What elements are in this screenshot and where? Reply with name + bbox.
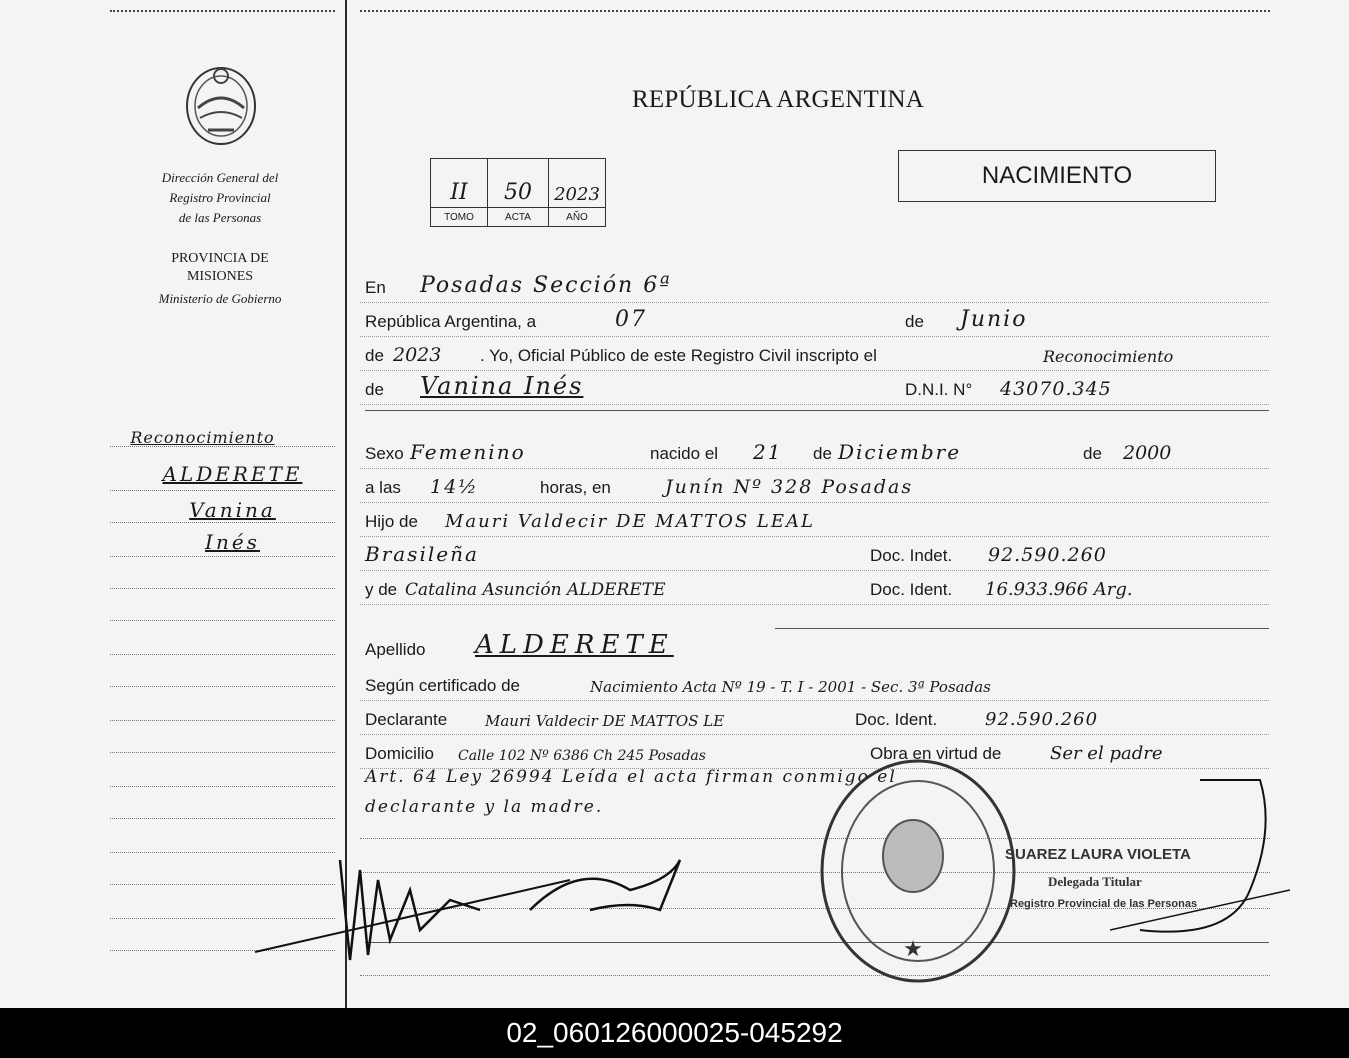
margin-note-first-name: Vanina [189, 498, 276, 522]
record-line-surname [360, 624, 1269, 664]
tomo-label: TOMO [431, 208, 488, 227]
hour-value: 14½ [430, 476, 479, 498]
ministry-label: Ministerio de Gobierno [158, 291, 282, 306]
ledger-reference-table [430, 158, 606, 227]
misiones-coat-of-arms-icon [178, 58, 264, 146]
birth-day-value: 21 [753, 440, 783, 464]
province-line-1: PROVINCIA DE [171, 251, 269, 266]
y-de-label: y de [365, 580, 398, 599]
acta-label: ACTA [488, 208, 549, 227]
legal-basis-text: Art. 64 Ley 26994 Leída el acta firman conmigo el declarante y la madre. [365, 767, 897, 817]
province-line-2: MISIONES [186, 269, 254, 284]
signatory-role: Delegada Titular [1048, 874, 1142, 889]
official-round-stamp [818, 756, 1018, 986]
anio-label: AÑO [549, 208, 606, 227]
doc-label-3: Doc. Ident. [855, 710, 938, 729]
top-dotted-rule-right [360, 10, 1270, 12]
rep-label: República Argentina, a [365, 312, 537, 331]
margin-rule [110, 490, 335, 491]
document-id-code: 02_060126000025-045292 [506, 1017, 843, 1048]
father-doc-value: 92.590.260 [988, 544, 1107, 566]
sexo-label: Sexo [365, 444, 404, 463]
cert-value: Nacimiento Acta Nº 19 - T. I - 2001 - Sec. 3ª Posadas [590, 678, 991, 696]
sexo-value: Femenino [410, 440, 526, 464]
de-label-5: de [1083, 444, 1102, 463]
declarant-doc-value: 92.590.260 [985, 709, 1099, 730]
org-line-3: de las Personas [178, 210, 262, 225]
father-name-value: Mauri Valdecir DE MATTOS LEAL [445, 511, 815, 532]
org-line-2: Registro Provincial [169, 190, 271, 205]
tomo-value: II [431, 159, 488, 208]
margin-rule [110, 720, 335, 721]
margin-note-surname: ALDERETE [162, 462, 303, 486]
declarant-name-value: Mauri Valdecir DE MATTOS LE [485, 712, 725, 730]
margin-rule [110, 686, 335, 687]
act-value: Reconocimiento [1043, 347, 1174, 366]
month-value: Junio [960, 307, 1028, 332]
de-label: de [905, 312, 924, 331]
country-title: REPÚBLICA ARGENTINA [632, 86, 925, 113]
margin-rule [110, 818, 335, 819]
document-type-box: NACIMIENTO [898, 150, 1216, 202]
signatory-office: Registro Provincial de las Personas [1010, 898, 1198, 910]
margin-rule [110, 556, 335, 557]
address-value: Calle 102 Nº 6386 Ch 245 Posadas [458, 748, 706, 764]
de-label-2: de [365, 346, 384, 365]
top-dotted-rule-left [110, 10, 335, 12]
obra-label: Obra en virtud de [870, 744, 1002, 763]
year-value: 2023 [393, 344, 442, 366]
signatory-name: SUAREZ LAURA VIOLETA [1005, 846, 1191, 863]
document-id-bar [0, 1008, 1349, 1058]
dni-value: 43070.345 [1000, 378, 1112, 400]
margin-note-second-name: Inés [205, 530, 260, 554]
day-value: 07 [615, 307, 647, 332]
mother-name-value: Catalina Asunción ALDERETE [405, 580, 666, 600]
en-label: En [365, 278, 386, 297]
domicilio-label: Domicilio [365, 744, 434, 763]
place-value: Posadas Sección 6ª [420, 273, 672, 298]
de-label-4: de [813, 444, 832, 463]
person-name-value: Vanina Inés [420, 372, 584, 400]
margin-rule [110, 620, 335, 621]
birth-year-value: 2000 [1123, 442, 1172, 464]
doc-label-1: Doc. Indet. [870, 546, 953, 565]
acta-value: 50 [488, 159, 549, 208]
record-line-name [360, 364, 1269, 405]
hijo-label: Hijo de [365, 512, 418, 531]
mother-doc-value: 16.933.966 Arg. [985, 579, 1133, 600]
obra-value: Ser el padre [1050, 743, 1163, 764]
margin-rule [110, 446, 335, 447]
horas-label: horas, en [540, 478, 611, 497]
surname-value: ALDERETE [475, 630, 674, 660]
nacido-label: nacido el [650, 444, 719, 463]
doc-label-2: Doc. Ident. [870, 580, 953, 599]
handwritten-signatures [250, 820, 810, 980]
record-line-mother [360, 564, 1269, 605]
de-label-3: de [365, 380, 384, 399]
yo-text: . Yo, Oficial Público de este Registro Civil inscripto el [480, 346, 877, 365]
margin-note-reconocimiento: Reconocimiento [130, 428, 275, 447]
delegate-signature [1110, 770, 1290, 960]
birth-month-value: Diciembre [838, 440, 962, 464]
margin-rule [110, 752, 335, 753]
declarante-label: Declarante [365, 710, 448, 729]
section-rule [365, 410, 1269, 411]
margin-rule [110, 654, 335, 655]
svg-text:★: ★ [903, 936, 923, 961]
margin-rule [110, 522, 335, 523]
margin-rule [110, 786, 335, 787]
cert-label: Según certificado de [365, 676, 520, 695]
alas-label: a las [365, 478, 401, 497]
birth-place-value: Junín Nº 328 Posadas [665, 476, 914, 498]
org-line-1: Dirección General del [161, 170, 279, 185]
margin-rule [110, 588, 335, 589]
apellido-label: Apellido [365, 640, 426, 659]
dni-label: D.N.I. N° [905, 380, 973, 399]
anio-value: 2023 [549, 159, 606, 208]
father-nationality-value: Brasileña [365, 542, 479, 566]
